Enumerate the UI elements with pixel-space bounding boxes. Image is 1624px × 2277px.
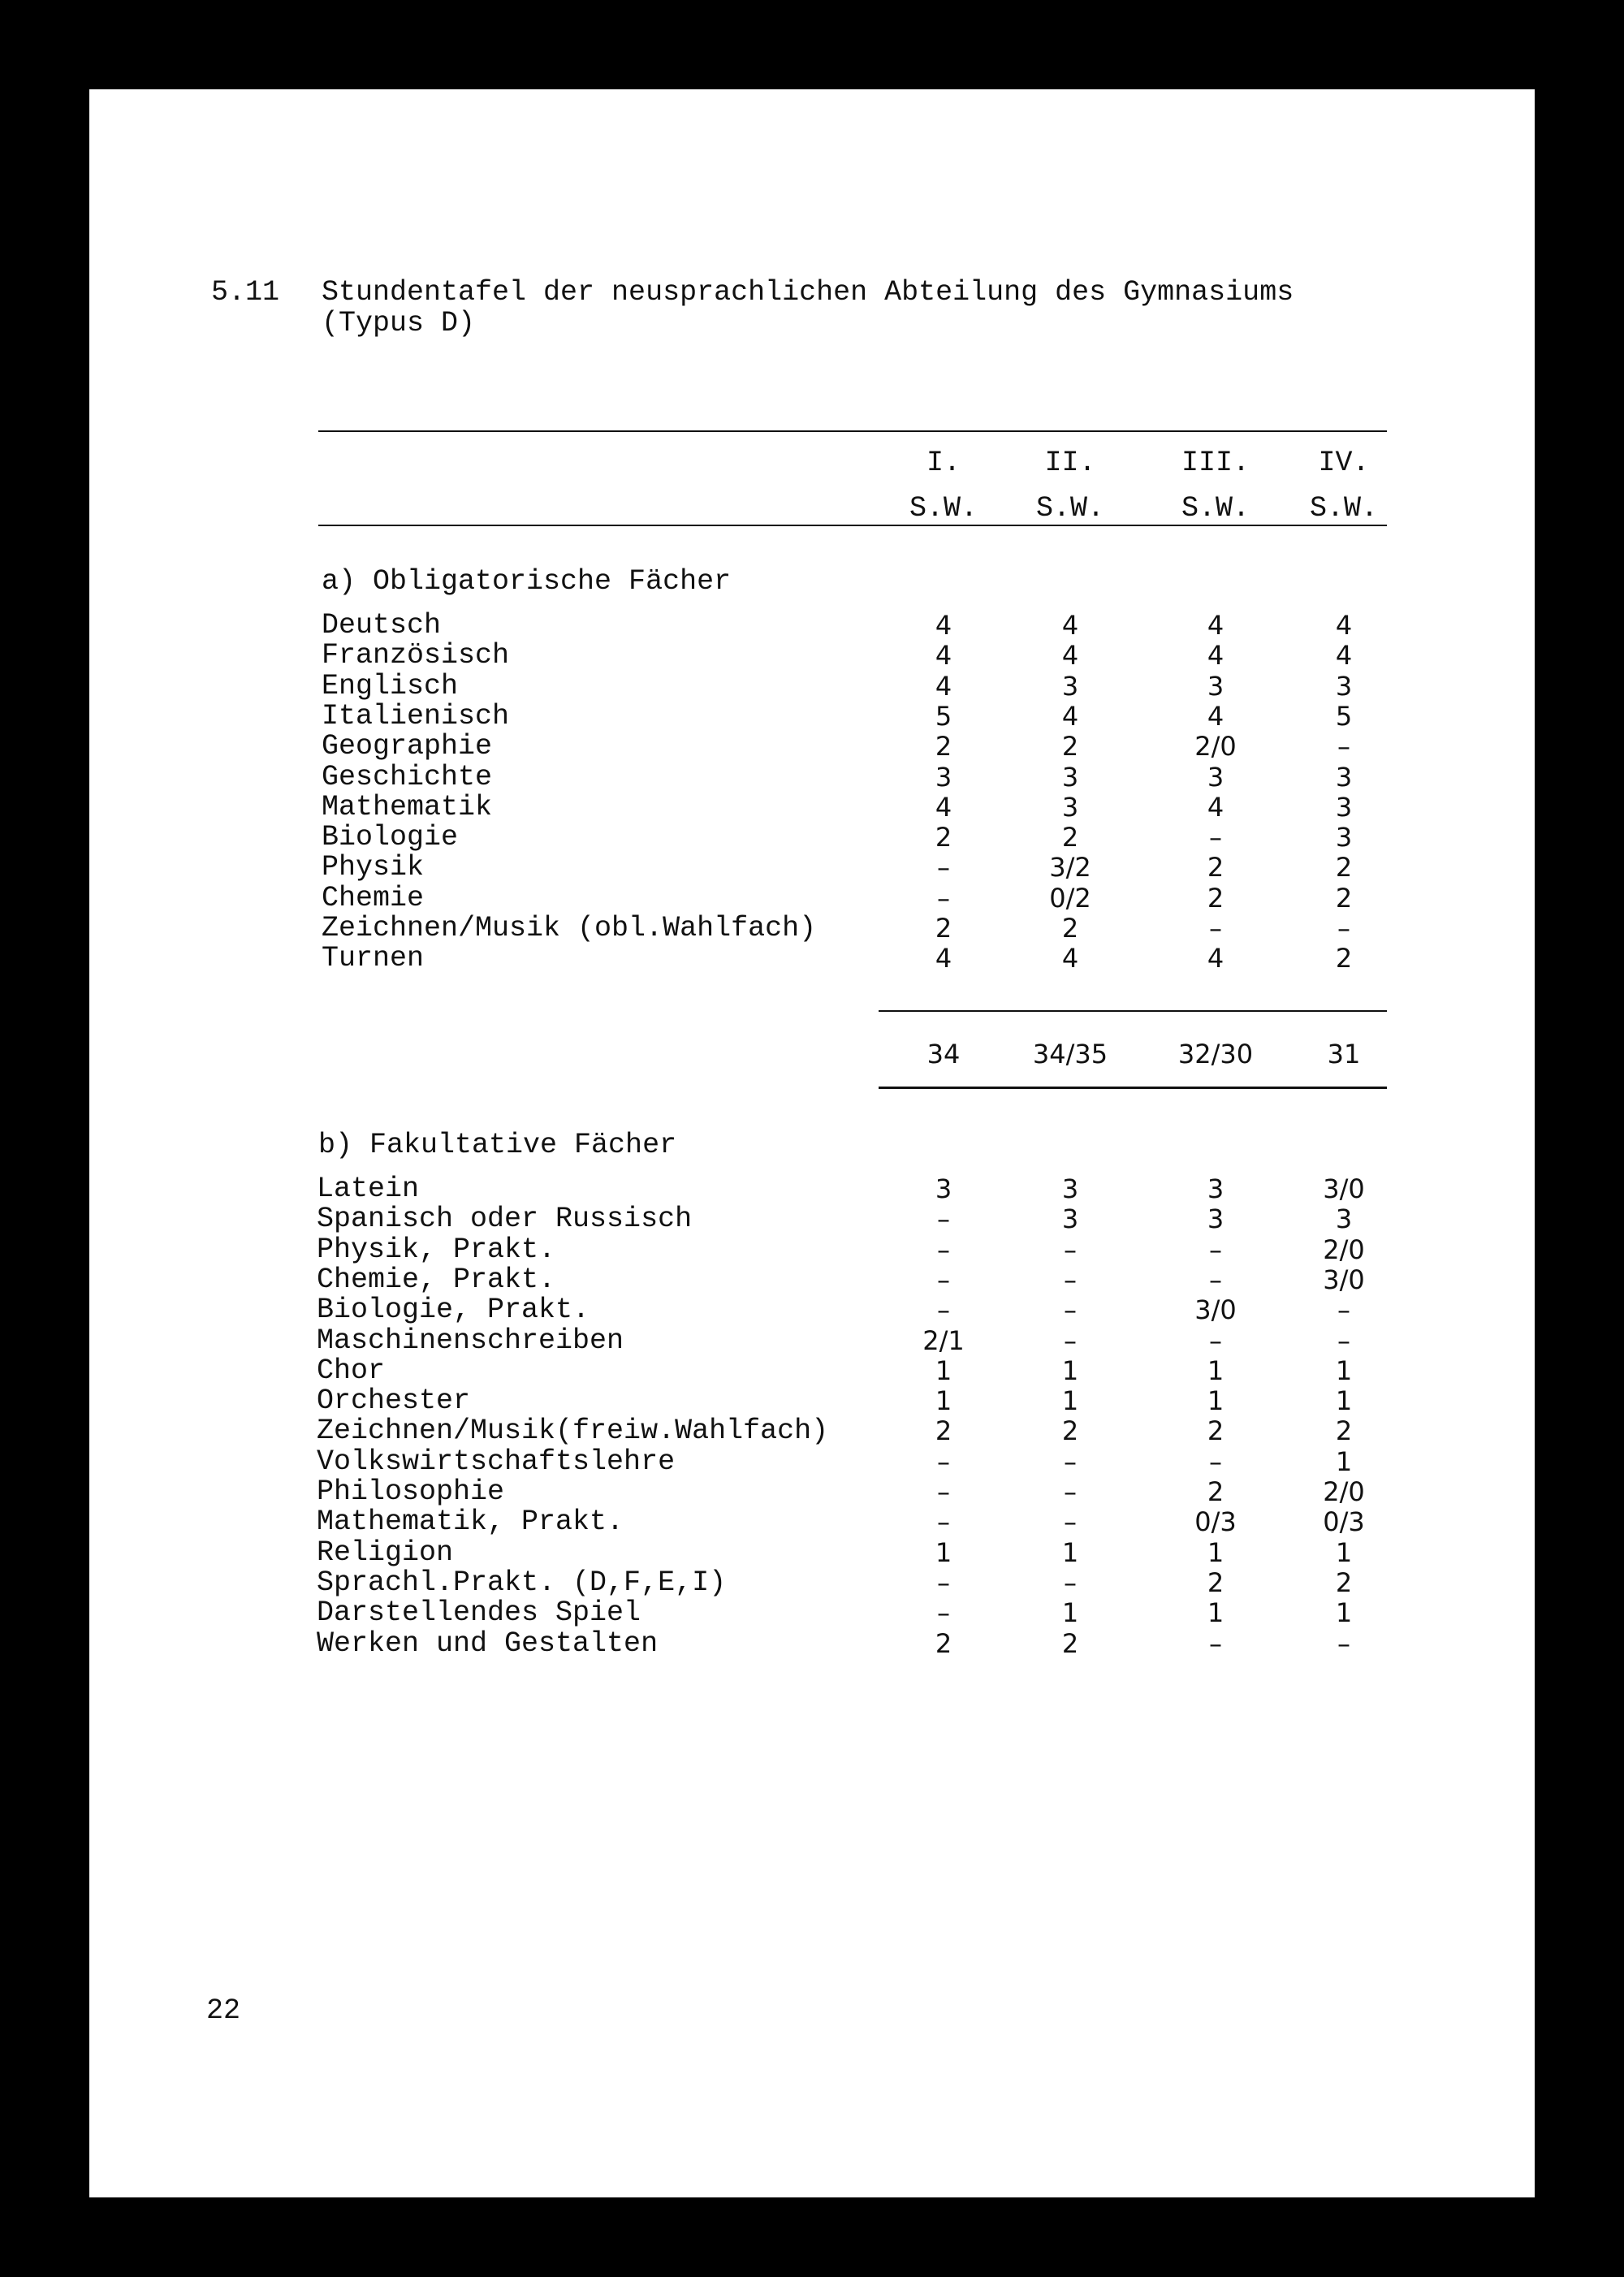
subject-name: Mathematik, Prakt. [317, 1506, 624, 1538]
hours-cell: – [937, 1294, 950, 1325]
hours-cell: 1 [935, 1537, 952, 1568]
hours-cell: 5 [935, 701, 952, 732]
hours-cell: 4 [1207, 792, 1224, 823]
subject-name: Orchester [317, 1385, 471, 1417]
hours-cell: – [1064, 1234, 1077, 1265]
hours-cell: 3 [1335, 762, 1353, 793]
hours-cell: – [1209, 1264, 1222, 1295]
subject-name: Biologie [322, 821, 459, 853]
hours-cell: 3 [1061, 1203, 1079, 1234]
hours-cell: – [1064, 1264, 1077, 1295]
hours-cell: 4 [1061, 640, 1079, 671]
hours-cell: 4 [1207, 701, 1224, 732]
hours-cell: 3/0 [1194, 1294, 1237, 1325]
subject-name: Chemie [322, 882, 425, 914]
hours-cell: 3 [1061, 1173, 1079, 1204]
hours-cell: 3 [1335, 792, 1353, 823]
section-a-title: a) Obligatorische Fächer [322, 565, 732, 598]
hours-cell: 4 [1207, 640, 1224, 671]
hours-cell: 1 [935, 1355, 952, 1386]
page-title: Stundentafel der neusprachlichen Abteilung des Gymnasiums [322, 276, 1294, 309]
hours-cell: – [1209, 913, 1222, 944]
hours-cell: 3 [1335, 822, 1353, 853]
hours-cell: 1 [1061, 1355, 1079, 1386]
hours-cell: 1 [1061, 1537, 1079, 1568]
subject-name: Zeichnen/Musik (obl.Wahlfach) [322, 912, 817, 944]
column-year-header: I. [926, 447, 961, 479]
hours-cell: – [1209, 1446, 1222, 1477]
totals-top-rule [879, 1010, 1387, 1012]
hours-cell: – [1209, 822, 1222, 853]
hours-cell: 3 [1061, 792, 1079, 823]
hours-cell: 1 [1207, 1385, 1224, 1416]
section-number: 5.11 [211, 276, 280, 309]
totals-bottom-rule [879, 1087, 1387, 1089]
hours-cell: 4 [935, 792, 952, 823]
hours-cell: 3 [935, 1173, 952, 1204]
hours-cell: 0/3 [1194, 1506, 1237, 1537]
hours-cell: 2 [1207, 1415, 1224, 1446]
hours-cell: 0/2 [1049, 883, 1091, 914]
subject-name: Volkswirtschaftslehre [317, 1445, 676, 1478]
hours-cell: 3 [1207, 1173, 1224, 1204]
hours-cell: – [1337, 1294, 1350, 1325]
subject-name: Italienisch [322, 700, 510, 732]
subject-name: Physik, Prakt. [317, 1234, 556, 1266]
column-year-header: III. [1181, 447, 1250, 479]
subject-name: Deutsch [322, 609, 442, 642]
hours-cell: 2 [935, 731, 952, 762]
hours-cell: – [937, 1203, 950, 1234]
section-b-title: b) Fakultative Fächer [318, 1129, 677, 1161]
hours-cell: 2 [1335, 852, 1353, 883]
subject-name: Werken und Gestalten [317, 1627, 659, 1660]
hours-cell: 1 [935, 1385, 952, 1416]
hours-cell: 2/0 [1194, 731, 1237, 762]
page-subtitle: (Typus D) [322, 307, 476, 339]
hours-cell: 2 [1207, 852, 1224, 883]
hours-cell: 2/1 [922, 1325, 965, 1356]
hours-cell: 1 [1207, 1355, 1224, 1386]
subject-name: Chor [317, 1355, 386, 1387]
subject-name: Englisch [322, 670, 459, 702]
hours-cell: 2 [1061, 731, 1079, 762]
column-unit-header: S.W. [1181, 492, 1250, 525]
hours-cell: 4 [935, 943, 952, 974]
hours-cell: – [937, 1476, 950, 1507]
hours-cell: – [1337, 1628, 1350, 1659]
hours-cell: 4 [1207, 943, 1224, 974]
subject-name: Darstellendes Spiel [317, 1596, 641, 1629]
hours-cell: – [1337, 731, 1350, 762]
hours-cell: 4 [935, 640, 952, 671]
hours-cell: 4 [1335, 640, 1353, 671]
column-unit-header: S.W. [909, 492, 978, 525]
total-cell: 34 [926, 1039, 961, 1069]
hours-cell: 4 [1207, 610, 1224, 641]
hours-cell: 4 [1335, 610, 1353, 641]
subject-name: Biologie, Prakt. [317, 1294, 590, 1326]
hours-cell: 3 [935, 762, 952, 793]
hours-cell: 2 [1061, 1415, 1079, 1446]
hours-cell: 2 [935, 913, 952, 944]
subject-name: Geschichte [322, 761, 493, 793]
hours-cell: 4 [1061, 943, 1079, 974]
subject-name: Turnen [322, 942, 425, 974]
hours-cell: 5 [1335, 701, 1353, 732]
hours-cell: – [1337, 913, 1350, 944]
hours-cell: – [1064, 1506, 1077, 1537]
page-number: 22 [206, 1994, 241, 2027]
subject-name: Geographie [322, 730, 493, 763]
hours-cell: 2 [1061, 822, 1079, 853]
hours-cell: 2 [1335, 1567, 1353, 1598]
hours-cell: 2 [1335, 943, 1353, 974]
hours-cell: 3 [1207, 671, 1224, 702]
hours-cell: 2/0 [1323, 1234, 1365, 1265]
hours-cell: 2 [1207, 883, 1224, 914]
hours-cell: 3 [1061, 762, 1079, 793]
hours-cell: – [1064, 1567, 1077, 1598]
hours-cell: 3 [1335, 1203, 1353, 1234]
hours-cell: 3/0 [1323, 1173, 1365, 1204]
subject-name: Maschinenschreiben [317, 1324, 624, 1357]
hours-cell: 1 [1335, 1385, 1353, 1416]
hours-cell: – [1209, 1628, 1222, 1659]
column-unit-header: S.W. [1035, 492, 1104, 525]
hours-cell: 2 [935, 1415, 952, 1446]
hours-cell: 3 [1061, 671, 1079, 702]
hours-cell: 1 [1061, 1385, 1079, 1416]
subject-name: Sprachl.Prakt. (D,F,E,I) [317, 1566, 727, 1599]
hours-cell: – [1209, 1325, 1222, 1356]
subject-name: Zeichnen/Musik(freiw.Wahlfach) [317, 1415, 829, 1447]
subject-name: Physik [322, 851, 425, 884]
document-page [89, 89, 1535, 2197]
hours-cell: – [937, 1234, 950, 1265]
table-top-rule [318, 430, 1387, 432]
hours-cell: 3/0 [1323, 1264, 1365, 1295]
hours-cell: 2 [935, 822, 952, 853]
hours-cell: – [937, 1446, 950, 1477]
subject-name: Französisch [322, 639, 510, 672]
hours-cell: – [937, 883, 950, 914]
hours-cell: 3 [1335, 671, 1353, 702]
subject-name: Latein [317, 1173, 420, 1205]
hours-cell: – [1337, 1325, 1350, 1356]
column-unit-header: S.W. [1309, 492, 1378, 525]
hours-cell: 3/2 [1049, 852, 1091, 883]
header-rule [318, 525, 1387, 526]
total-cell: 31 [1327, 1039, 1361, 1069]
column-year-header: IV. [1318, 447, 1370, 479]
hours-cell: 1 [1207, 1597, 1224, 1628]
hours-cell: 2 [1207, 1567, 1224, 1598]
hours-cell: – [1064, 1476, 1077, 1507]
hours-cell: – [937, 1597, 950, 1628]
hours-cell: 1 [1335, 1537, 1353, 1568]
hours-cell: 2 [1061, 913, 1079, 944]
hours-cell: – [1209, 1234, 1222, 1265]
hours-cell: 1 [1207, 1537, 1224, 1568]
hours-cell: 2 [1061, 1628, 1079, 1659]
hours-cell: – [937, 852, 950, 883]
total-cell: 32/30 [1177, 1039, 1254, 1069]
hours-cell: 1 [1335, 1597, 1353, 1628]
subject-name: Mathematik [322, 791, 493, 823]
hours-cell: 0/3 [1323, 1506, 1365, 1537]
hours-cell: 2 [935, 1628, 952, 1659]
column-year-header: II. [1044, 447, 1096, 479]
hours-cell: 1 [1335, 1355, 1353, 1386]
hours-cell: 4 [1061, 610, 1079, 641]
hours-cell: 4 [935, 610, 952, 641]
hours-cell: 2 [1335, 883, 1353, 914]
subject-name: Chemie, Prakt. [317, 1264, 556, 1296]
hours-cell: 1 [1335, 1446, 1353, 1477]
hours-cell: 3 [1207, 762, 1224, 793]
hours-cell: 3 [1207, 1203, 1224, 1234]
hours-cell: 4 [935, 671, 952, 702]
hours-cell: 4 [1061, 701, 1079, 732]
hours-cell: – [937, 1506, 950, 1537]
hours-cell: 1 [1061, 1597, 1079, 1628]
hours-cell: – [1064, 1294, 1077, 1325]
hours-cell: 2 [1207, 1476, 1224, 1507]
hours-cell: 2/0 [1323, 1476, 1365, 1507]
hours-cell: – [937, 1264, 950, 1295]
hours-cell: – [1064, 1325, 1077, 1356]
subject-name: Philosophie [317, 1476, 505, 1508]
total-cell: 34/35 [1032, 1039, 1108, 1069]
subject-name: Religion [317, 1536, 454, 1569]
hours-cell: – [937, 1567, 950, 1598]
hours-cell: – [1064, 1446, 1077, 1477]
subject-name: Spanisch oder Russisch [317, 1203, 693, 1235]
hours-cell: 2 [1335, 1415, 1353, 1446]
